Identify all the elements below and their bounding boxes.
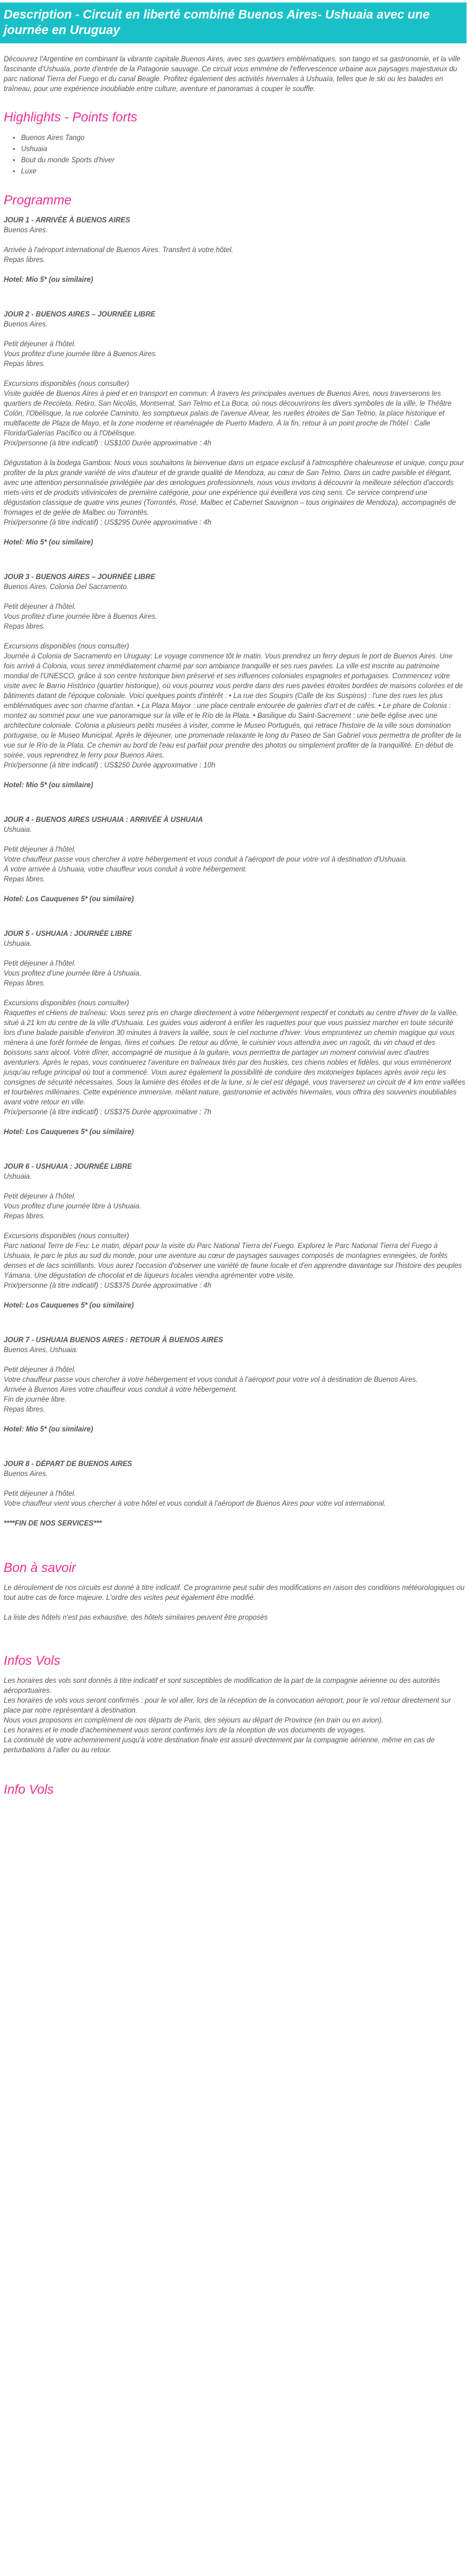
infos-vols-heading: Infos Vols	[4, 1654, 61, 1668]
bon-a-savoir-heading: Bon à savoir	[4, 1561, 76, 1575]
day-title: JOUR 7 - USHUAIA BUENOS AIRES : RETOUR À BUENOS AIRES	[4, 1337, 223, 1344]
day-text: Raquettes et cHiens de traîneau: Vous serez pris en charge directement à votre hébergement respectif et conduits au centre d'hiver de la vallée, situé à 21 km du centre de la ville d'Ushuaia. Les guides vous aideront à enfiler les raquettes pour que vous puissiez marcher en toute sécurité lors d'une balade paisible d'environ 30 minutes à travers la vallée, sous le ciel nocturne d'hiver. Vous emprunterez un chemin magique qui vous mènera à une forêt formée de lengas, ñires et coihues. De retour au dôme, le cuisinier vous attendra avec un ragoût, du vin chaud et des boissons sans alcool. Votre dîner, accompagné de musique à la guitare, vous permettra de partager un moment convivial avec d'autres aventuriers. Après le repas, vous continuerez l'aventure en traîneaux tirés par des huskies, ces chiens nobles et fidèles, qui vous emmèneront jusqu'au refuge principal où tout a commencé. Vous aurez également la possibilité de conduire des motoneiges biplaces après avoir reçu les consignes de sécurité nécessaires. Sous la lumière des étoiles et de la lune, si le ciel est dégagé, vous traverserez un circuit de 4 km entre vallées et tourbières millénaires. Cette expérience immersive, mêlant nature, gastronomie et activités hivernales, vous offrira des souvenirs inoubliables avant votre retour en ville.	[4, 1010, 465, 1106]
day-text: Excursions disponibles (nous consulter)	[4, 380, 129, 388]
day-text: Repas libres.	[4, 1406, 46, 1413]
day-text: Repas libres.	[4, 980, 46, 987]
bon-a-savoir-section	[4, 1583, 465, 1623]
day-text: Journée à Colonia de Sacramento en Uruguay: Le voyage commence tôt le matin. Vous prendrez un ferry depuis le port de Buenos Aires. Une fois arrivé à Colonia, vous serez immédiatement charmé par son ambiance tranquille et ses rues pavées. La ville est inscrite au patrimoine mondial de l'UNESCO, grâce à son centre historique bien préservé et ses influences coloniales espagnoles et portugaises. Commencez votre visite avec le Barrio Histórico (quartier historique), où vous pourrez vous perdre dans des rues pavées étroites bordées de maisons colorées et de bâtiments datant de l'époque coloniale. Voici quelques points d'intérêt : • La rue des Soupirs (Calle de los Suspiros) : l'une des rues les plus emblématiques avec son charme d'antan. • La Plaza Mayor : une place centrale entourée de galeries d'art et de cafés. • Le phare de Colonia : montez au sommet pour une vue panoramique sur la ville et le Río de la Plata. • Basilique du Saint-Sacrement : une belle église avec une architecture coloniale. Colonia a plusieurs petits musées à visiter, comme le Museo Portugués, qui retrace l'histoire de la ville sous domination portugaise, ou le Museo Municipal. Après le déjeuner, une promenade relaxante le long du Paseo de San Gabriel vous permettra de profiter de la vue sur le Río de la Plata. Ce chemin au bord de l'eau est parfait pour prendre des photos ou simplement profiter de la tranquillité. En début de soirée, vous reprendrez le ferry pour Buenos Aires.	[4, 653, 463, 759]
infos-vols-line: Les horaires de vols vous seront confirmés : pour le vol aller, lors de la réception de la convocation aéroport, pour le vol retour directement sur place par notre représentant à destination.	[4, 1697, 451, 1714]
day-text: Petit déjeuner à l'hôtel.	[4, 341, 76, 348]
day-text: Buenos Aires, Colonia Del Sacramento.	[4, 583, 129, 591]
day-block	[4, 216, 465, 310]
day-text: Petit déjeuner à l'hôtel.	[4, 846, 76, 854]
day-text: Prix/personne (à titre indicatif) : US$250 Durée approximative : 10h	[4, 762, 215, 769]
day-title: JOUR 5 - USHUAIA : JOURNÉE LIBRE	[4, 930, 132, 938]
day-text: Vous profitez d'une journée libre à Ushuaia.	[4, 1203, 142, 1210]
day-text: Ushuaia.	[4, 826, 32, 834]
day-text: Buenos Aires.	[4, 227, 48, 234]
day-text: Repas libres.	[4, 1213, 46, 1220]
day-text: Votre chauffeur passe vous chercher à votre hébergement et vous conduit à l'aéroport pour votre vol à destination de Buenos Aires.	[4, 1376, 418, 1384]
day-text: Buenos Aires, Ushuaia.	[4, 1347, 78, 1354]
bon-a-savoir-text: Le déroulement de nos circuits est donné à titre indicatif. Ce programme peut subir des modifications en raison des conditions météorologiques ou tout autre cas de force majeure. L'ordre des visites peut également être modifié.	[4, 1584, 465, 1602]
day-text: Ushuaia.	[4, 940, 32, 948]
day-text: Prix/personne (à titre indicatif) : US$295 Durée approximative : 4h	[4, 519, 212, 526]
day-block	[4, 1335, 465, 1459]
highlights-heading: Highlights - Points forts	[4, 110, 137, 124]
infos-vols-line: Les horaires des vols sont donnés à titre indicatif et sont susceptibles de modification de la part de la compagnie aérienne ou des autorités aéroportuaires.	[4, 1677, 441, 1695]
highlight-item: • Ushuaia	[21, 144, 469, 155]
page-title: Description - Circuit en liberté combiné Buenos Aires- Ushuaia avec une journée en Uruguay	[4, 8, 430, 37]
day-title: JOUR 6 - USHUAIA : JOURNÉE LIBRE	[4, 1163, 132, 1171]
day-text: Petit déjeuner à l'hôtel.	[4, 960, 76, 967]
day-text: Votre chauffeur vient vous chercher à votre hôtel et vous conduit à l'aéroport de Buenos Aires pour votre vol international.	[4, 1500, 386, 1508]
day-text: Dégustation à la bodega Gamboa: Nous vous souhaitons la bienvenue dans un espace exclusif à l'atmosphère chaleureuse et unique, conçu pour profiter de la plus grande variété de vins d'auteur et de grande qualité de Mendoza, au cœur de San Telmo. Dans un cadre paisible et élégant, avec une attention personnalisée privilégiée par des œnologues professionnels, nous vous invitons à découvrir la meilleure sélection d'accords mets-vins et de produits vitivinicoles de première catégorie, pour une expérience qui éveillera vos cinq sens. Ce service comprend une dégustation classique de quatre vins jeunes (Torrontés, Rosé, Malbec et Cabernet Sauvignon – tous originaires de Mendoza), accompagnés de fromages et de gelée de Malbec ou Torrontés.	[4, 460, 464, 517]
hotel-line: Hotel: Los Cauquenes 5* (ou similaire)	[4, 1302, 134, 1309]
bon-a-savoir-text: La liste des hôtels n'est pas exhaustive, des hôtels similaires peuvent être proposés	[4, 1614, 268, 1622]
day-text: Fin de journée libre.	[4, 1396, 67, 1404]
programme-heading: Programme	[4, 193, 72, 207]
highlight-item: • Buenos Aires Tango	[21, 133, 469, 144]
day-text: Excursions disponibles (nous consulter)	[4, 643, 129, 650]
day-text: Prix/personne (à titre indicatif) : US$375 Durée approximative : 7h	[4, 1109, 212, 1116]
day-text: Visite guidée de Buenos Aires à pied et en transport en commun: À travers les principales avenues de Buenos Aires, nous traverserons les quartiers de Recoleta, Retiro, San Nicolás, Montserrat, San Telmo et La Boca, où nous découvrirons les divers symboles de la ville, le Théâtre Colón, l'Obélisque, la rue colorée Caminito, les somptueux palais de l'avenue Alvear, les ruelles étroites de San Telmo, la place historique et multifacette de Plaza de Mayo, et la zone moderne et réaménagée de Puerto Madero. À la fin, retour à un point proche de l'hôtel : Calle Florida/Galerías Pacífico ou à l'Obélisque.	[4, 390, 452, 437]
highlight-item: • Bout du monde Sports d'hiver	[21, 155, 469, 166]
infos-vols-section	[4, 1676, 465, 1755]
day-text: À votre arrivée à Ushuaia, votre chauffeur vous conduit à votre hébergement.	[4, 866, 247, 873]
day-text: Excursions disponibles (nous consulter)	[4, 1233, 129, 1240]
hotel-line: ****FIN DE NOS SERVICES***	[4, 1520, 102, 1527]
day-text: Petit déjeuner à l'hôtel.	[4, 603, 76, 611]
day-block	[4, 1459, 465, 1553]
day-text: Arrivée à l'aéroport international de Buenos Aires. Transfert à votre hôtel.	[4, 247, 234, 254]
highlight-item: • Luxe	[21, 166, 469, 177]
day-text: Buenos Aires.	[4, 1470, 48, 1478]
day-text: Repas libres.	[4, 256, 46, 264]
hotel-line: Hotel: Mio 5* (ou similaire)	[4, 276, 93, 284]
day-text: Petit déjeuner à l'hôtel.	[4, 1193, 76, 1200]
day-title: JOUR 8 - DÉPART DE BUENOS AIRES	[4, 1460, 132, 1468]
hotel-line: Hotel: Los Cauquenes 5* (ou similaire)	[4, 1129, 134, 1136]
day-title: JOUR 4 - BUENOS AIRES USHUAIA : ARRIVÉE À USHUAIA	[4, 816, 204, 824]
day-text: Repas libres.	[4, 360, 46, 368]
day-title: JOUR 3 - BUENOS AIRES – JOURNÉE LIBRE	[4, 574, 155, 581]
day-text: Buenos Aires.	[4, 321, 48, 328]
day-text: Prix/personne (à titre indicatif) : US$100 Durée approximative : 4h	[4, 440, 212, 447]
programme-days	[4, 216, 465, 1553]
day-text: Repas libres.	[4, 876, 46, 883]
infos-vols-line: Les horaires et le mode d'acheminement vous seront confirmés lors de la réception de vos documents de voyages.	[4, 1727, 366, 1734]
day-block	[4, 815, 465, 929]
day-text: Ushuaia.	[4, 1173, 32, 1181]
hotel-line: Hotel: Mio 5* (ou similaire)	[4, 539, 93, 546]
day-text: Vous profitez d'une journée libre à Buenos Aires.	[4, 613, 158, 621]
infos-vols-line: La continuité de votre acheminement jusqu'à votre destination finale est assuré directement par la compagnie aérienne, même en cas de perturbations à l'aller ou au retour.	[4, 1737, 435, 1754]
day-text: Prix/personne (à titre indicatif) : US$375 Durée approximative : 4h	[4, 1282, 212, 1290]
hotel-line: Hotel: Mio 5* (ou similaire)	[4, 782, 93, 789]
day-block	[4, 929, 465, 1162]
day-text: Vous profitez d'une journée libre à Ushuaia.	[4, 970, 142, 977]
day-block	[4, 572, 465, 815]
hotel-line: Hotel: Mio 5* (ou similaire)	[4, 1426, 93, 1433]
day-text: Vous profitez d'une journée libre à Buenos Aires.	[4, 351, 158, 358]
day-text: Repas libres.	[4, 623, 46, 631]
day-text: Petit déjeuner à l'hôtel.	[4, 1490, 76, 1498]
intro-text: Découvrez l'Argentine en combinant la vibrante capitale Buenos Aires, avec ses quartiers emblématiques, son tango et sa gastronomie, et la ville fascinante d'Ushuaïa, porte d'entrée de la Patagonie sauvage. Ce circuit vous emmène de l'effervescence urbaine aux paysages majestueux du parc national Tierra del Fuego et du canal Beagle. Profitez également des activités hivernales à Ushuaïa, telles que le ski ou les balades en traîneau, pour une expérience inoubliable entre culture, aventure et panoramas à couper le souffle.	[4, 56, 461, 93]
highlights-list	[0, 133, 469, 177]
hotel-line: Hotel: Los Cauquenes 5* (ou similaire)	[4, 896, 134, 903]
day-text: Excursions disponibles (nous consulter)	[4, 1000, 129, 1007]
title-banner	[0, 2, 467, 43]
day-text: Votre chauffeur passe vous chercher à votre hébergement et vous conduit à l'aéroport de pour votre vol à destination d'Ushuaia.	[4, 856, 408, 863]
day-block	[4, 310, 465, 572]
info-vols-heading: Info Vols	[4, 1783, 54, 1797]
day-text: Parc national Terre de Feu: Le matin, départ pour la visite du Parc National Tierra del Fuego. Explorez le Parc National Tierra del Fuego à Ushuaia, le parc le plus au sud du monde, pour une aventure au cœur de paysages sauvages composés de montagnes enneigées, de forêts denses et de lacs scintillants. Vous aurez l'occasion d'observer une variété de faune locale et d'en apprendre davantage sur l'histoire des peuples Yámana. Une dégustation de chocolat et de liqueurs locales viendra agrémenter votre visite.	[4, 1242, 462, 1280]
day-text: Arrivée à Buenos Aires votre chauffeur vous conduit à votre hébergement.	[4, 1386, 238, 1394]
infos-vols-line: Nous vous proposons en complément de nos départs de Paris, des séjours au départ de Province (en train ou en avion).	[4, 1717, 384, 1724]
day-title: JOUR 2 - BUENOS AIRES – JOURNÉE LIBRE	[4, 311, 155, 318]
day-text: Petit déjeuner à l'hôtel.	[4, 1366, 76, 1374]
day-title: JOUR 1 - ARRIVÉE À BUENOS AIRES	[4, 217, 131, 224]
day-block	[4, 1162, 465, 1335]
